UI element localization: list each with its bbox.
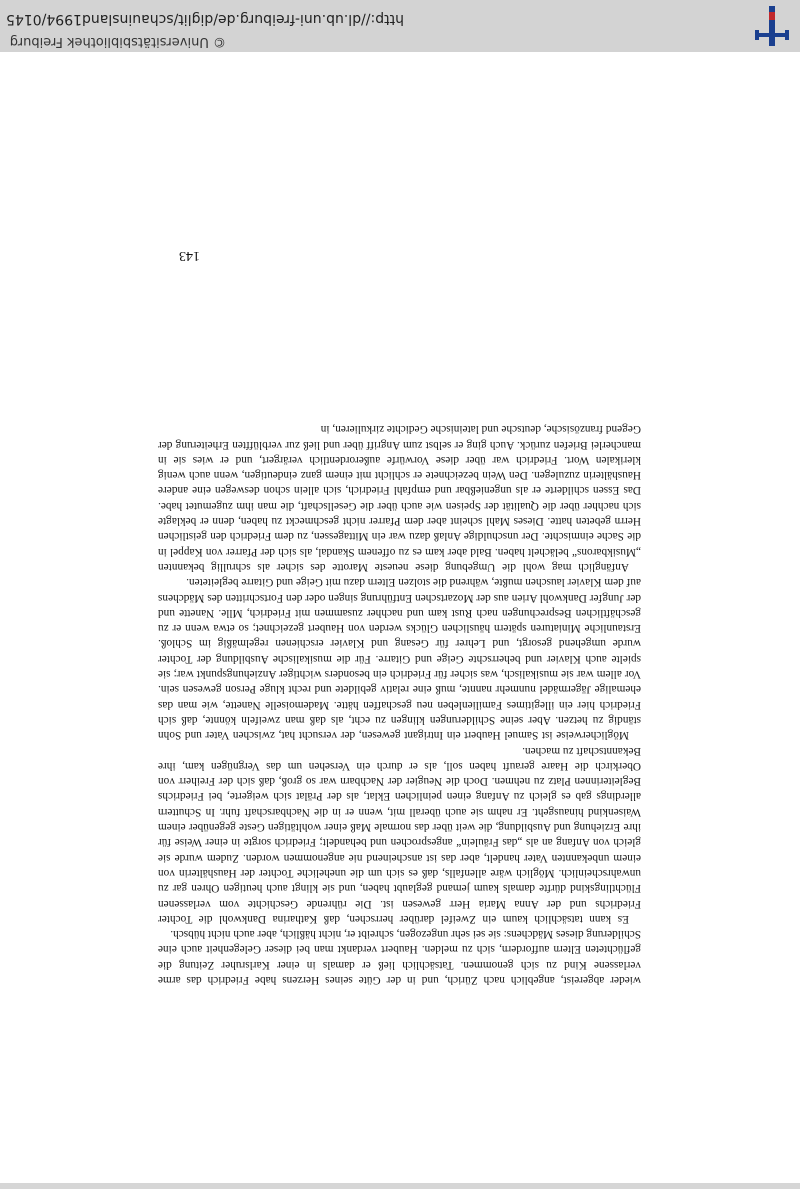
body-text (158, 421, 641, 987)
page-bottom-strip (0, 1183, 800, 1189)
document-url[interactable]: http://dl.ub.uni-freiburg.de/diglit/schauinsland1994/0145 (6, 11, 404, 27)
copyright-notice: © Universitätsbibliothek Freiburg (9, 34, 226, 49)
paragraph: Anfänglich mag wohl die Umgebung diese neueste Marotte des sicher als schrullig bekannten „Musikbarons“ belächelt haben. Bald aber kam es zu offenem Skandal, als sich der Pfarrer von Kappel in die Sache einmischte. Der unschuldige Anlaß dazu war ein Mittagessen, zu dem Friedrich den geistlichen Herrn gebeten hatte. Dieses Mahl scheint aber dem Pfarrer nicht geschmeckt zu haben, denn er beklagte sich nachher über die Qualität der Speisen wie auch über die Gesellschaft, die man ihm zugemutet habe. Das Essen schilderte er als ungenießbar und empfahl Friedrich, sich allein schon deswegen eine andere Haushälterin zuzulegen. Den Wein bezeichnete er schlicht mit einem ganz eindeutigen, wenn auch wenig klerikalen Wort. Friedrich war über diese Vorwürfe außerordentlich verärgert, und er wies sie in mancherlei Briefen zurück. Auch ging er selbst zum Angriff über und ließ zur verblüfften Erheiterung der Gegend französische, deutsche und lateinische Gedichte zirkulieren, in (158, 423, 641, 573)
ub-freiburg-logo-icon (750, 4, 794, 48)
page-number: 143 (179, 248, 200, 263)
paragraph: wieder abgereist, angeblich nach Zürich, und in der Güte seines Herzens habe Friedrich das arme verlassene Kind zu sich genommen. Tatsächlich ließ er damals in einer Karlsruher Zeitung die geflüchteten Eltern auffordern, sich zu melden. Haubert verdankt man bei dieser Gelegenheit auch eine Schilderung dieses Mädchens: sie sei sehr ungezogen, schreibt er, nicht häßlich, aber auch nicht hübsch. (158, 928, 641, 986)
viewer-header-bar (0, 0, 800, 52)
paragraph: Möglicherweise ist Samuel Haubert ein Intrigant gewesen, der versucht hat, zwischen Vater und Sohn ständig zu hetzen. Aber seine Schilderungen klingen zu echt, als daß man zweifeln könnte, daß sich Friedrich hier ein illegitimes Familienleben neu geschaffen hätte. Mademoiselle Nanette, wie man das ehemalige Jägermädel nunmehr nannte, muß eine relativ gebildete und recht kluge Person gewesen sein. Vor allem war sie musikalisch, was sicher für Friedrich ein besonders wichtiger Anziehungspunkt war; sie spielte auch Klavier und beherrschte Geige und Gitarre. Für die musikalische Ausbildung der Tochter wurde umgehend gesorgt, und Lehrer für Gesang und Klavier erschienen regelmäßig im Schloß. Erstaunliche Miniaturen spätern häuslichen Glücks werden von Haubert gezeichnet; so etwa wenn er zu geschäftlichen Besprechungen nach Rust kam und nachher zusammen mit Friedrich, Mlle. Nanette und der Jungfer Dankwohl Arien aus der Mozartschen Entführung singen oder den Fortschritten des Mädchens auf dem Klavier lauschen mußte, während die stolzen Eltern dazu mit Geige und Gitarre begleiteten. (158, 576, 641, 742)
paragraph: Es kann tatsächlich kaum ein Zweifel darüber herrschen, daß Katharina Dankwohl die Tochter Friedrichs und der Anna Maria Herr gewesen ist. Die rührende Geschichte vom verlassenen Flüchtlingskind dürfte damals kaum jemand geglaubt haben, und sie klingt auch heutigen Ohren gar zu unwahrscheinlich. Möglich wäre allenfalls, daß es sich um die uneheliche Tochter der Haushälterin von einem unbekannten Vater handelt, aber das ist anscheinend nie angenommen worden. Zudem wurde sie gleich von Anfang an als „das Fräulein“ angesprochen und behandelt; Friedrich sorgte in einer Weise für ihre Erziehung und Ausbildung, die weit über das normale Maß einer wohltätigen Geste gegenüber einem Waisenkind hinausgeht. Er nahm sie auch überall mit, wenn er in die Nachbarschaft fuhr. In Schuttern allerdings gab es gleich zu Anfang einen peinlichen Eklat, als der Prälat sich weigerte, bei Friedrichs Begleiterinnen Platz zu nehmen. Doch die Neugier der Nachbarn war so groß, daß sich der Freiherr von Oberkirch die Haare gerauft haben soll, als er durch ein Versehen um das Vergnügen kam, ihre Bekanntschaft zu machen. (158, 744, 641, 925)
